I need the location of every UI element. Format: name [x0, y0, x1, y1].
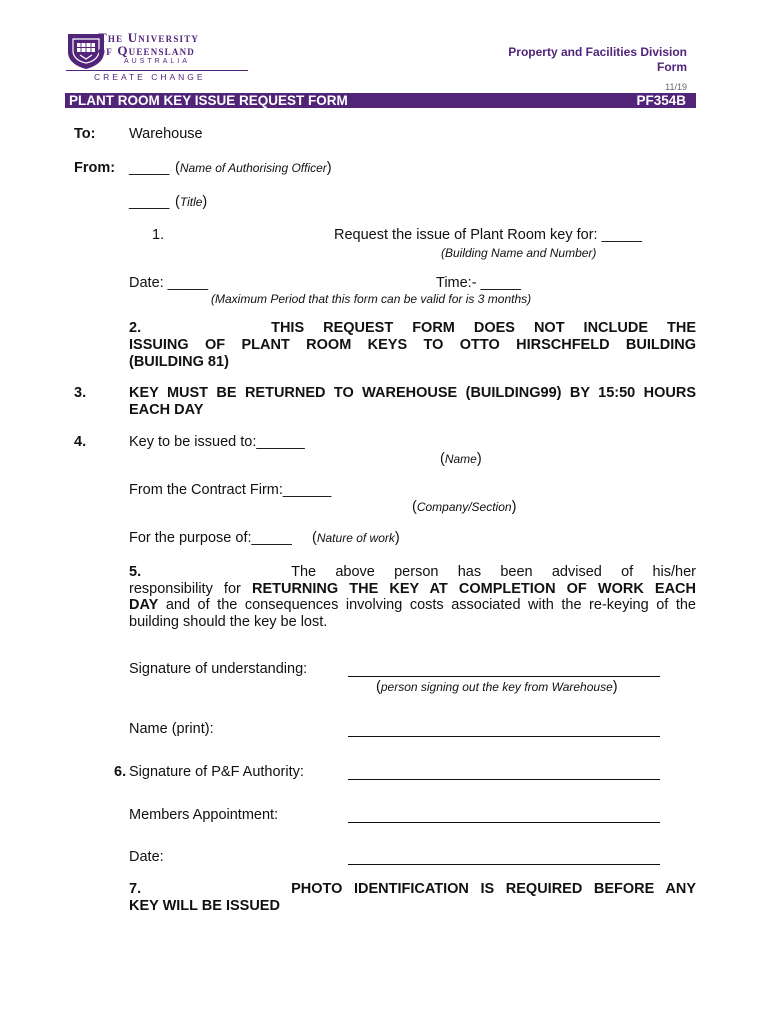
- recipient-name-hint-text: Name: [444, 452, 477, 466]
- item-5-line-1-text: The above person has been advised of his/her: [291, 564, 696, 580]
- signature-understanding-hint-text: person signing out the key from Warehouse: [380, 680, 613, 694]
- item-3-number: 3.: [74, 385, 87, 401]
- title-bar: [65, 93, 696, 108]
- logo-line-3: AUSTRALIA: [124, 58, 190, 65]
- item-2-number: 2.: [129, 320, 142, 336]
- name-print-label: Name (print):: [129, 721, 214, 737]
- version-label: 11/19: [665, 82, 687, 92]
- form-code: PF354B: [636, 93, 686, 108]
- from-name-hint-text: Name of Authorising Officer: [179, 161, 327, 175]
- purpose-hint: (Nature of work): [312, 530, 400, 546]
- signature-understanding-line[interactable]: [348, 675, 660, 677]
- from-title-hint-text: Title: [179, 195, 203, 209]
- item-7-notice: [129, 881, 696, 915]
- item-5-line-3-rest: and of the consequences involving costs associated with the re-keying of the: [158, 597, 696, 613]
- item-7-number: 7.: [129, 881, 142, 897]
- from-title-hint: (Title): [175, 194, 208, 210]
- name-print-line[interactable]: [348, 735, 660, 737]
- pf-authority-label: Signature of P&F Authority:: [129, 764, 304, 780]
- uq-logo: [66, 30, 250, 84]
- to-value: Warehouse: [129, 126, 203, 142]
- item-5-line-4: building should the key be lost.: [129, 613, 328, 630]
- validity-hint: (Maximum Period that this form can be valid for is 3 months): [211, 292, 532, 306]
- item-2-notice: [129, 320, 696, 371]
- contract-firm-field[interactable]: From the Contract Firm:______: [129, 482, 332, 498]
- item-3-line-2: EACH DAY: [129, 402, 204, 418]
- company-hint: (Company/Section): [412, 499, 517, 515]
- key-recipient-field[interactable]: Key to be issued to:______: [129, 434, 305, 450]
- item-5-line-2-start: responsibility for: [129, 580, 252, 597]
- company-hint-text: Company/Section: [416, 500, 512, 514]
- logo-tagline: CREATE CHANGE: [94, 72, 206, 82]
- from-name-hint: (Name of Authorising Officer): [175, 160, 332, 176]
- item-5-line-2: [129, 581, 696, 598]
- item-2-line-3: (BUILDING 81): [129, 354, 229, 370]
- item-7-line-2: KEY WILL BE ISSUED: [129, 898, 280, 914]
- signature-understanding-hint: (person signing out the key from Warehouse): [376, 679, 618, 695]
- date-field[interactable]: Date: _____: [129, 275, 209, 291]
- members-appointment-line[interactable]: [348, 821, 660, 823]
- item-1-request-field[interactable]: Request the issue of Plant Room key for: _____: [334, 227, 642, 243]
- item-3-notice: [129, 385, 696, 419]
- item-5-line-3: [129, 597, 696, 614]
- division-name: Property and Facilities Division: [508, 45, 687, 59]
- logo-line-1: The University: [98, 30, 200, 45]
- item-5-text: [129, 564, 696, 630]
- item-1-number: 1.: [152, 227, 165, 243]
- document-type: Form: [657, 60, 687, 74]
- item-5-line-2-bold: RETURNING THE KEY AT COMPLETION OF WORK EACH: [251, 580, 697, 597]
- form-title: PLANT ROOM KEY ISSUE REQUEST FORM: [69, 93, 348, 108]
- item-4-number: 4.: [74, 434, 87, 450]
- logo-divider: [66, 70, 248, 71]
- item-2-line-2: ISSUING OF PLANT ROOM KEYS TO OTTO HIRSCHFELD BUILDING: [129, 337, 696, 353]
- item-7-line-1-text: PHOTO IDENTIFICATION IS REQUIRED BEFORE ANY: [291, 881, 696, 897]
- to-label: To:: [74, 126, 96, 142]
- from-label: From:: [74, 160, 116, 176]
- time-field[interactable]: Time:- _____: [436, 275, 521, 291]
- signature-date-label: Date:: [129, 849, 164, 865]
- pf-authority-signature-line[interactable]: [348, 778, 660, 780]
- from-title-field[interactable]: _____: [129, 194, 170, 210]
- item-5-line-1: [129, 564, 696, 581]
- from-name-field[interactable]: _____: [129, 160, 170, 176]
- members-appointment-label: Members Appointment:: [129, 807, 279, 823]
- logo-line-2: of Queensland: [98, 43, 195, 58]
- item-5-line-3-bold: DAY: [129, 597, 159, 613]
- item-2-line-1-text: THIS REQUEST FORM DOES NOT INCLUDE THE: [271, 320, 696, 336]
- signature-date-line[interactable]: [348, 863, 660, 865]
- item-7-line-1: [129, 881, 696, 898]
- purpose-hint-text: Nature of work: [316, 531, 395, 545]
- item-3-line-1: KEY MUST BE RETURNED TO WAREHOUSE (BUILDING99) BY 15:50 HOURS: [129, 385, 696, 401]
- item-1-hint: (Building Name and Number): [441, 246, 597, 260]
- item-6-number: 6.: [114, 764, 127, 780]
- item-2-line-1: [129, 320, 696, 337]
- recipient-name-hint: (Name): [440, 451, 482, 467]
- signature-understanding-label: Signature of understanding:: [129, 661, 308, 677]
- purpose-field[interactable]: For the purpose of:_____: [129, 530, 292, 546]
- item-5-number: 5.: [129, 564, 142, 580]
